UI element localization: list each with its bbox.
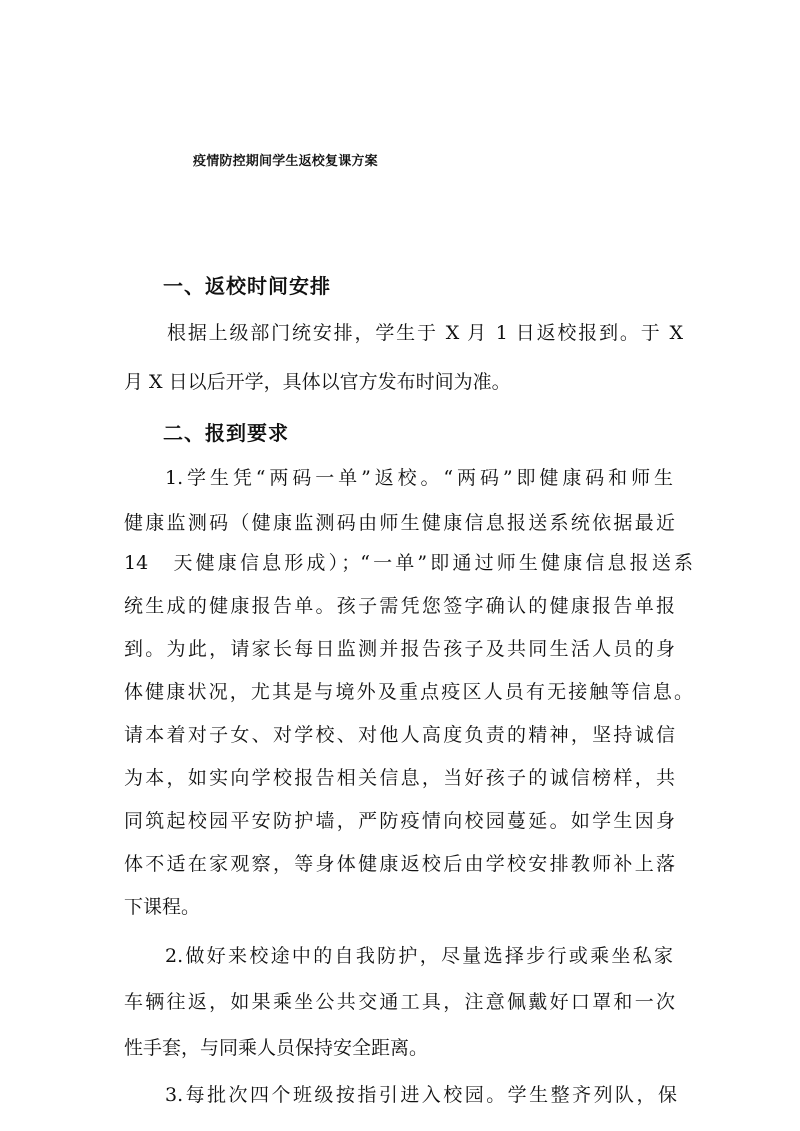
paragraph-line: 请本着对子女、对学校、对他人高度负责的精神，坚持诚信 — [124, 724, 675, 746]
paragraph-line: 1.学生凭“两码一单”返校。“两码”即健康码和师生 — [165, 467, 673, 489]
paragraph-line: 下课程。 — [124, 896, 201, 918]
section-heading-return-schedule: 一、返校时间安排 — [163, 274, 331, 298]
paragraph-line: 为本，如实向学校报告相关信息，当好孩子的诚信榜样，共 — [124, 767, 675, 789]
paragraph-line: 体健康状况，尤其是与境外及重点疫区人员有无接触等信息。 — [124, 681, 693, 703]
paragraph-line: 14 天健康信息形成）；“一单”即通过师生健康信息报送系 — [124, 552, 693, 574]
paragraph-line: 体不适在家观察，等身体健康返校后由学校安排教师补上落 — [124, 853, 675, 875]
document-title: 疫情防控期间学生返校复课方案 — [193, 154, 378, 169]
paragraph-line: 2.做好来校途中的自我防护，尽量选择步行或乘坐私家 — [165, 945, 673, 967]
paragraph-line: 统生成的健康报告单。孩子需凭您签字确认的健康报告单报 — [124, 595, 675, 617]
paragraph-line: 性手套，与同乘人员保持安全距离。 — [124, 1037, 429, 1059]
paragraph-line: 3.每批次四个班级按指引进入校园。学生整齐列队，保 — [165, 1084, 677, 1106]
paragraph-line: 根据上级部门统安排，学生于 X 月 1 日返校报到。于 X — [167, 322, 683, 344]
paragraph-line: 月 X 日以后开学，具体以官方发布时间为准。 — [124, 371, 511, 393]
paragraph-line: 到。为此，请家长每日监测并报告孩子及共同生活人员的身 — [124, 638, 675, 660]
paragraph-line: 健康监测码（健康监测码由师生健康信息报送系统依据最近 — [124, 512, 675, 534]
section-heading-registration-requirements: 二、报到要求 — [163, 421, 289, 445]
paragraph-line: 车辆往返，如果乘坐公共交通工具，注意佩戴好口罩和一次 — [124, 991, 675, 1013]
paragraph-line: 同筑起校园平安防护墙，严防疫情向校园蔓延。如学生因身 — [124, 810, 675, 832]
